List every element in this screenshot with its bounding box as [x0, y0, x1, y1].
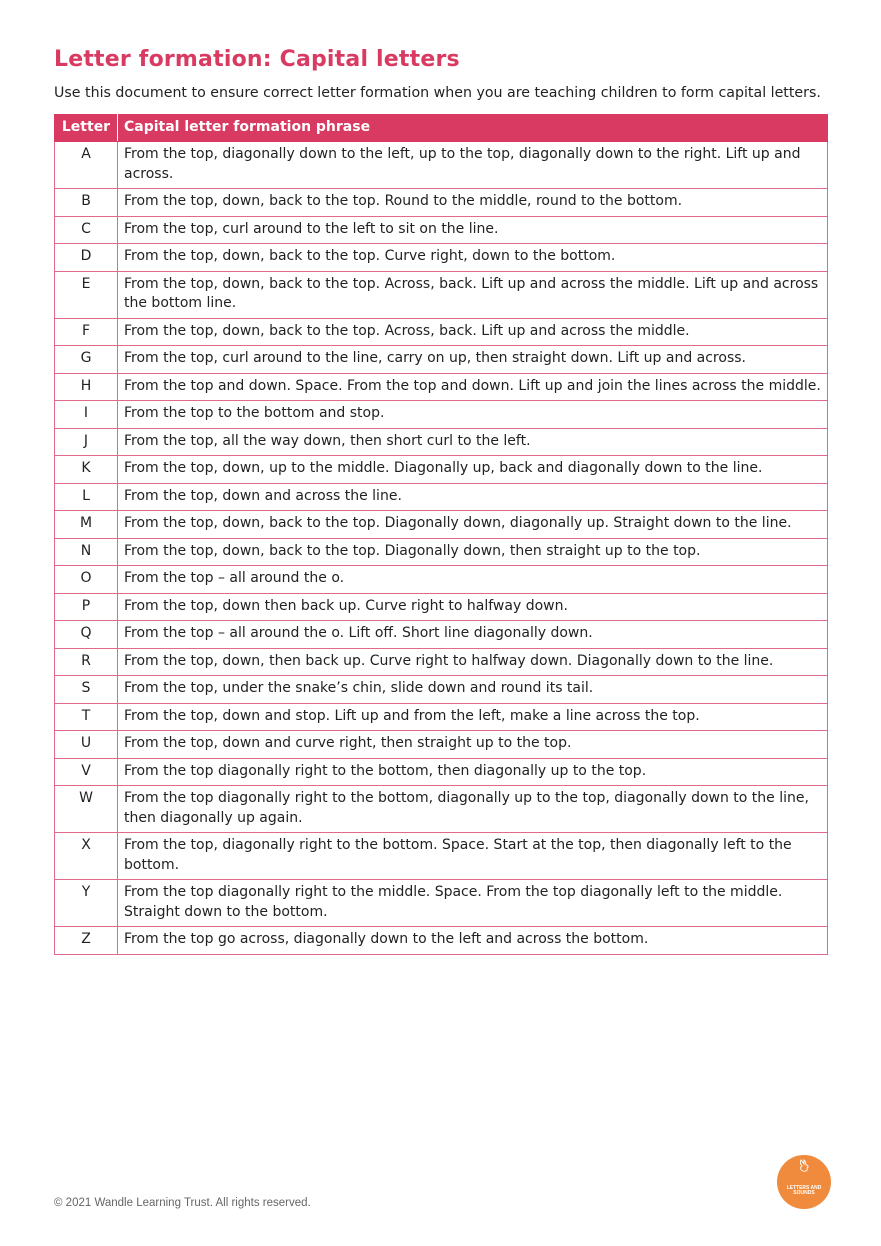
table-row: [55, 318, 828, 346]
table-row: [55, 758, 828, 786]
letter-cell: P: [55, 593, 118, 621]
table-row: [55, 401, 828, 429]
letter-cell: A: [55, 142, 118, 189]
phrase-cell: From the top, all the way down, then short curl to the left.: [118, 428, 828, 456]
phrase-cell: From the top, down, then back up. Curve right to halfway down. Diagonally down to the line.: [118, 648, 828, 676]
table-row: [55, 483, 828, 511]
table-row: [55, 346, 828, 374]
phrase-cell: From the top, down and stop. Lift up and from the left, make a line across the top.: [118, 703, 828, 731]
copyright-notice: © 2021 Wandle Learning Trust. All rights reserved.: [54, 1197, 311, 1209]
table-row: [55, 833, 828, 880]
phrase-cell: From the top – all around the o.: [118, 566, 828, 594]
table-body: [55, 142, 828, 955]
letter-cell: U: [55, 731, 118, 759]
phrase-cell: From the top diagonally right to the bottom, diagonally up to the top, diagonally down to the line, then diagonally up again.: [118, 786, 828, 833]
phrase-cell: From the top, down, back to the top. Round to the middle, round to the bottom.: [118, 189, 828, 217]
phrase-cell: From the top, diagonally down to the left, up to the top, diagonally down to the right. Lift up and across.: [118, 142, 828, 189]
table-row: [55, 511, 828, 539]
intro-text: Use this document to ensure correct letter formation when you are teaching children to form capital letters.: [54, 85, 821, 101]
table-row: [55, 593, 828, 621]
table-row: [55, 703, 828, 731]
letter-cell: V: [55, 758, 118, 786]
table-row: [55, 538, 828, 566]
table-row: [55, 786, 828, 833]
phrase-cell: From the top, down and curve right, then straight up to the top.: [118, 731, 828, 759]
phrase-cell: From the top go across, diagonally down to the left and across the bottom.: [118, 927, 828, 955]
table-row: [55, 731, 828, 759]
letter-cell: N: [55, 538, 118, 566]
phrase-cell: From the top, under the snake’s chin, slide down and round its tail.: [118, 676, 828, 704]
table-row: [55, 271, 828, 318]
table-row: [55, 244, 828, 272]
letter-cell: E: [55, 271, 118, 318]
page-title: Letter formation: Capital letters: [54, 47, 460, 72]
letter-cell: J: [55, 428, 118, 456]
phrase-cell: From the top, curl around to the line, carry on up, then straight down. Lift up and across.: [118, 346, 828, 374]
phrase-cell: From the top, curl around to the left to sit on the line.: [118, 216, 828, 244]
table-header-row: [55, 115, 828, 142]
logo-text: LETTERS AND SOUNDS: [786, 1184, 822, 1196]
rabbit-icon: [796, 1159, 812, 1173]
phrase-cell: From the top to the bottom and stop.: [118, 401, 828, 429]
table-row: [55, 676, 828, 704]
phrase-cell: From the top, down, up to the middle. Diagonally up, back and diagonally down to the line.: [118, 456, 828, 484]
phrase-cell: From the top and down. Space. From the top and down. Lift up and join the lines across the middle.: [118, 373, 828, 401]
phrase-cell: From the top diagonally right to the middle. Space. From the top diagonally left to the middle. Straight down to the bottom.: [118, 880, 828, 927]
letter-cell: G: [55, 346, 118, 374]
table-row: [55, 216, 828, 244]
letter-cell: W: [55, 786, 118, 833]
letter-cell: B: [55, 189, 118, 217]
letter-cell: C: [55, 216, 118, 244]
letter-cell: F: [55, 318, 118, 346]
column-header-letter: Letter: [55, 115, 118, 142]
phrase-cell: From the top, down then back up. Curve right to halfway down.: [118, 593, 828, 621]
letter-cell: L: [55, 483, 118, 511]
table-row: [55, 189, 828, 217]
letter-cell: T: [55, 703, 118, 731]
phrase-cell: From the top diagonally right to the bottom, then diagonally up to the top.: [118, 758, 828, 786]
letters-and-sounds-logo: [777, 1155, 831, 1209]
letter-cell: X: [55, 833, 118, 880]
letter-cell: D: [55, 244, 118, 272]
letter-cell: Z: [55, 927, 118, 955]
phrase-cell: From the top, down, back to the top. Curve right, down to the bottom.: [118, 244, 828, 272]
table-row: [55, 428, 828, 456]
phrase-cell: From the top, diagonally right to the bottom. Space. Start at the top, then diagonally left to the bottom.: [118, 833, 828, 880]
table-row: [55, 927, 828, 955]
letter-cell: H: [55, 373, 118, 401]
phrase-cell: From the top, down and across the line.: [118, 483, 828, 511]
column-header-phrase: Capital letter formation phrase: [118, 115, 828, 142]
letter-formation-table: [54, 114, 828, 955]
phrase-cell: From the top, down, back to the top. Across, back. Lift up and across the middle.: [118, 318, 828, 346]
table-row: [55, 373, 828, 401]
letter-cell: K: [55, 456, 118, 484]
letter-cell: I: [55, 401, 118, 429]
table-row: [55, 456, 828, 484]
table-row: [55, 621, 828, 649]
phrase-cell: From the top, down, back to the top. Diagonally down, diagonally up. Straight down to the line.: [118, 511, 828, 539]
letter-cell: Q: [55, 621, 118, 649]
table-row: [55, 566, 828, 594]
table-row: [55, 880, 828, 927]
phrase-cell: From the top, down, back to the top. Diagonally down, then straight up to the top.: [118, 538, 828, 566]
table-row: [55, 142, 828, 189]
letter-cell: Y: [55, 880, 118, 927]
letter-cell: M: [55, 511, 118, 539]
phrase-cell: From the top – all around the o. Lift off. Short line diagonally down.: [118, 621, 828, 649]
letter-cell: S: [55, 676, 118, 704]
table-row: [55, 648, 828, 676]
letter-cell: O: [55, 566, 118, 594]
phrase-cell: From the top, down, back to the top. Across, back. Lift up and across the middle. Lift up and across the bottom line.: [118, 271, 828, 318]
letter-cell: R: [55, 648, 118, 676]
